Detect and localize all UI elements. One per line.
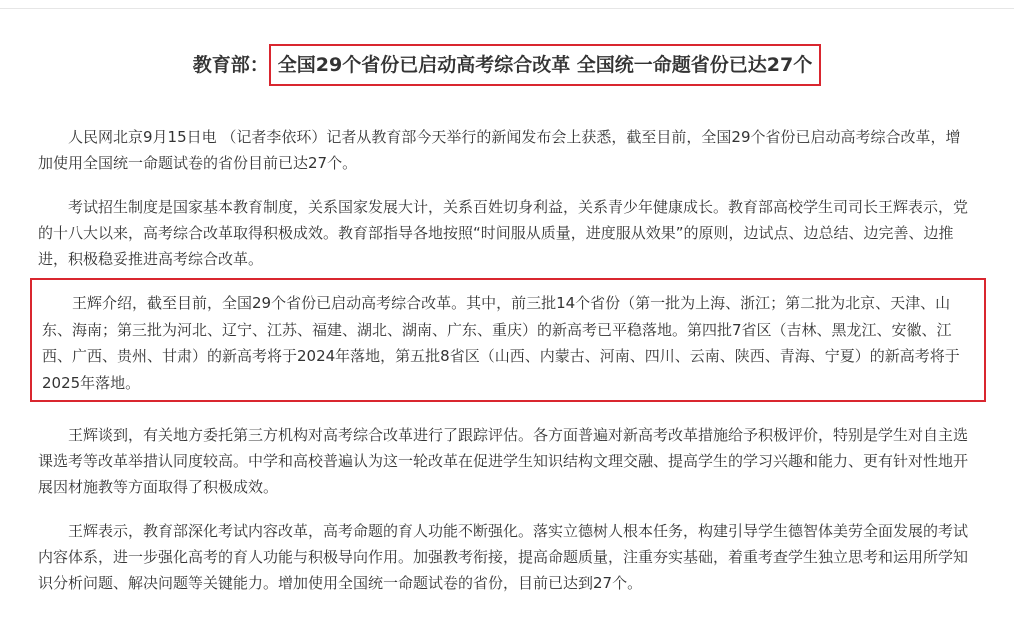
paragraph-3-highlighted: 王辉介绍，截至目前，全国29个省份已启动高考综合改革。其中，前三批14个省份（第一批为上海、浙江；第二批为北京、天津、山东、海南；第三批为河北、辽宁、江苏、福建、湖北、湖南、广东、重庆）的新高考已平稳落地。第四批7省区（吉林、黑龙江、安徽、江西、广西、贵州、甘肃）的新高考将于2024年落地，第五批8省区（山西、内蒙古、河南、四川、云南、陕西、青海、宁夏）的新高考将于2025年落地。 [30,278,986,402]
paragraph-4: 王辉谈到，有关地方委托第三方机构对高考综合改革进行了跟踪评估。各方面普遍对新高考改革措施给予积极评价，特别是学生对自主选课选考等改革举措认同度较高。中学和高校普遍认为这一轮改革在促进学生知识结构文理交融、提高学生的学习兴趣和能力、更有针对性地开展因材施教等方面取得了积极成效。 [38,426,969,496]
paragraph-2: 考试招生制度是国家基本教育制度，关系国家发展大计，关系百姓切身利益，关系青少年健康成长。教育部高校学生司司长王辉表示，党的十八大以来，高考综合改革取得积极成效。教育部指导各地按照“时间服从质量，进度服从效果”的原则，边试点、边总结、边完善、边推进，积极稳妥推进高考综合改革。 [38,198,969,268]
article-title [0,44,1014,86]
paragraph-5: 王辉表示，教育部深化考试内容改革，高考命题的育人功能不断强化。落实立德树人根本任务，构建引导学生德智体美劳全面发展的考试内容体系，进一步强化高考的育人功能与积极导向作用。加强教考衔接，提高命题质量，注重夯实基础，着重考查学生独立思考和运用所学知识分析问题、解决问题等关键能力。增加使用全国统一命题试卷的省份，目前已达到27个。 [38,522,969,592]
title-prefix: 教育部： [192,54,269,76]
top-divider [0,8,1014,9]
paragraph-1: 人民网北京9月15日电 （记者李依环）记者从教育部今天举行的新闻发布会上获悉，截至目前，全国29个省份已启动高考综合改革，增加使用全国统一命题试卷的省份目前已达27个。 [38,128,961,172]
title-highlight-box: 全国29个省份已启动高考综合改革 全国统一命题省份已达27个 [269,44,822,86]
